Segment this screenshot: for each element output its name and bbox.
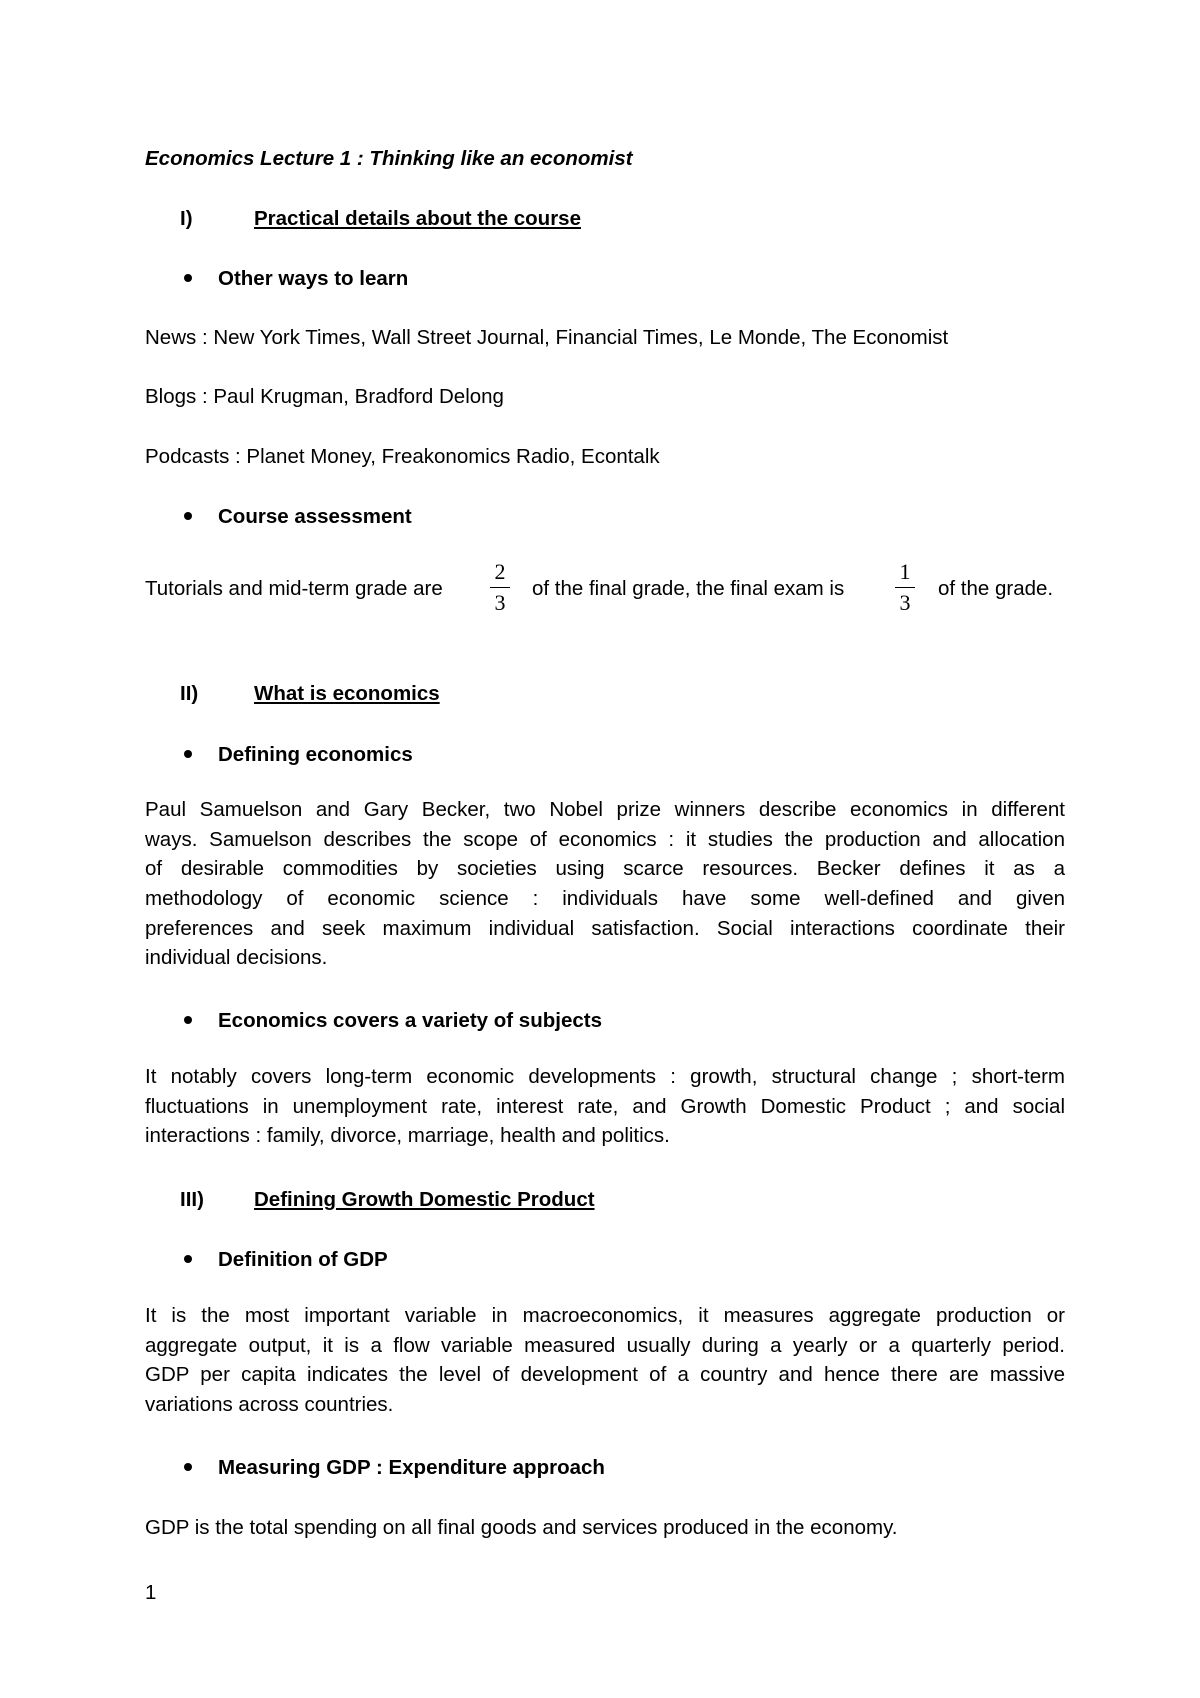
fraction-denominator: 3 bbox=[494, 590, 506, 615]
paragraph-line: It notably covers long-term economic developments : growth, structural change ; short-term bbox=[145, 1065, 1065, 1088]
paragraph-line: GDP per capita indicates the level of development of a country and hence there are massive bbox=[145, 1363, 1065, 1387]
assessment-text-2: of the final grade, the final exam is bbox=[532, 577, 845, 600]
section-1-numeral: I) bbox=[180, 207, 193, 230]
paragraph-line: of desirable commodities by societies using scarce resources. Becker defines it as a bbox=[145, 857, 1065, 881]
paragraph-line: variations across countries. bbox=[145, 1393, 394, 1417]
bullet-course-assessment: Course assessment bbox=[218, 505, 412, 528]
paragraph-line: ways. Samuelson describes the scope of economics : it studies the production and allocation bbox=[145, 827, 1065, 851]
news-line: News : New York Times, Wall Street Journal, Financial Times, Le Monde, The Economist bbox=[145, 326, 949, 349]
paragraph-line: Paul Samuelson and Gary Becker, two Nobel prize winners describe economics in different bbox=[145, 798, 1065, 821]
podcasts-line: Podcasts : Planet Money, Freakonomics Radio, Econtalk bbox=[145, 445, 660, 468]
paragraph-definition-of-gdp bbox=[145, 1301, 1065, 1420]
fraction-denominator: 3 bbox=[899, 590, 911, 615]
bullet-dot bbox=[184, 274, 192, 282]
bullet-other-ways-to-learn: Other ways to learn bbox=[218, 267, 409, 290]
paragraph-line: methodology of economic science : individuals have some well-defined and given bbox=[145, 887, 1065, 911]
paragraph-variety-of-subjects bbox=[145, 1062, 1065, 1151]
bullet-dot bbox=[184, 512, 192, 520]
fraction-numerator: 2 bbox=[494, 559, 506, 584]
assessment-text-1: Tutorials and mid-term grade are bbox=[145, 577, 443, 600]
paragraph-line: interactions : family, divorce, marriage, health and politics. bbox=[145, 1124, 670, 1148]
fraction-one-third bbox=[893, 560, 917, 615]
page-number: 1 bbox=[145, 1581, 157, 1604]
paragraph-measuring-gdp: GDP is the total spending on all final goods and services produced in the economy. bbox=[145, 1516, 898, 1539]
bullet-dot bbox=[184, 1016, 192, 1024]
bullet-dot bbox=[184, 1463, 192, 1471]
bullet-measuring-gdp: Measuring GDP : Expenditure approach bbox=[218, 1456, 605, 1479]
paragraph-line: aggregate output, it is a flow variable measured usually during a yearly or a quarterly period. bbox=[145, 1333, 1065, 1357]
document-title: Economics Lecture 1 : Thinking like an economist bbox=[145, 147, 633, 170]
blogs-line: Blogs : Paul Krugman, Bradford Delong bbox=[145, 385, 504, 408]
fraction-two-thirds bbox=[488, 560, 512, 615]
fraction-bar bbox=[895, 587, 915, 588]
assessment-text-3: of the grade. bbox=[938, 577, 1054, 600]
section-3-heading: Defining Growth Domestic Product bbox=[254, 1188, 595, 1211]
paragraph-line: fluctuations in unemployment rate, interest rate, and Growth Domestic Product ; and social bbox=[145, 1094, 1065, 1118]
section-1-heading: Practical details about the course bbox=[254, 207, 581, 230]
bullet-dot bbox=[184, 750, 192, 758]
section-3-numeral: III) bbox=[180, 1188, 204, 1211]
bullet-definition-of-gdp: Definition of GDP bbox=[218, 1248, 388, 1271]
fraction-numerator: 1 bbox=[899, 559, 911, 584]
bullet-defining-economics: Defining economics bbox=[218, 743, 413, 766]
bullet-variety-of-subjects: Economics covers a variety of subjects bbox=[218, 1009, 602, 1032]
section-2-heading: What is economics bbox=[254, 682, 440, 705]
paragraph-defining-economics bbox=[145, 795, 1065, 973]
paragraph-line: preferences and seek maximum individual satisfaction. Social interactions coordinate their bbox=[145, 916, 1065, 940]
paragraph-line: It is the most important variable in macroeconomics, it measures aggregate production or bbox=[145, 1304, 1065, 1327]
paragraph-line: individual decisions. bbox=[145, 946, 328, 970]
section-2-numeral: II) bbox=[180, 682, 199, 705]
fraction-bar bbox=[490, 587, 510, 588]
bullet-dot bbox=[184, 1255, 192, 1263]
